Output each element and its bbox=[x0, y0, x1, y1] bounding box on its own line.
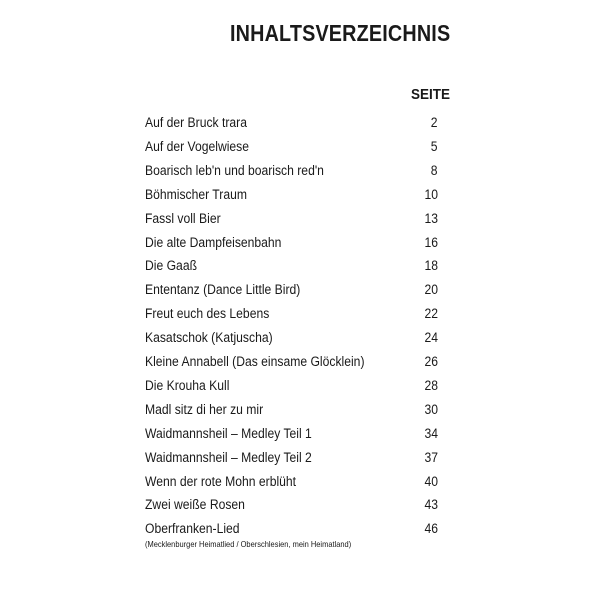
entry-page: 37 bbox=[424, 449, 438, 465]
entry-page: 24 bbox=[424, 330, 438, 346]
toc-entry bbox=[145, 139, 438, 159]
toc-entry bbox=[145, 235, 438, 255]
entry-page: 40 bbox=[424, 473, 438, 489]
entry-title: Freut euch des Lebens bbox=[145, 306, 270, 322]
toc-entry bbox=[145, 258, 438, 278]
toc-entry bbox=[145, 211, 438, 231]
toc-entry bbox=[145, 450, 438, 470]
entry-page: 13 bbox=[424, 210, 438, 226]
toc-entry bbox=[145, 163, 438, 183]
entry-title: Ententanz (Dance Little Bird) bbox=[145, 282, 301, 298]
toc-entry bbox=[145, 426, 438, 446]
entry-title: Die Gaaß bbox=[145, 258, 198, 274]
entry-page: 34 bbox=[424, 425, 438, 441]
toc-entry bbox=[145, 474, 438, 494]
entry-page: 43 bbox=[424, 497, 438, 513]
entry-note: (Mecklenburger Heimatlied / Oberschlesien, mein Heimatland) bbox=[145, 539, 352, 549]
page-column-header: SEITE bbox=[411, 86, 451, 103]
entry-title: Zwei weiße Rosen bbox=[145, 497, 245, 513]
page-title: INHALTSVERZEICHNIS bbox=[230, 20, 451, 46]
entry-title: Oberfranken-Lied bbox=[145, 521, 240, 537]
entry-page: 26 bbox=[424, 354, 438, 369]
entry-page: 20 bbox=[424, 282, 438, 298]
toc-entry bbox=[145, 330, 438, 350]
toc-entry bbox=[145, 354, 438, 374]
entry-title: Kleine Annabell (Das einsame Glöcklein) bbox=[145, 354, 365, 369]
entry-title: Auf der Vogelwiese bbox=[145, 138, 250, 154]
entry-page: 46 bbox=[424, 521, 438, 537]
entry-title: Waidmannsheil – Medley Teil 2 bbox=[145, 449, 312, 465]
entry-title: Wenn der rote Mohn erblüht bbox=[145, 473, 297, 489]
entry-title: Böhmischer Traum bbox=[145, 186, 247, 202]
entry-page: 28 bbox=[424, 377, 438, 393]
toc-entry bbox=[145, 115, 438, 135]
entry-title: Die alte Dampfeisenbahn bbox=[145, 234, 282, 250]
entry-page: 30 bbox=[424, 401, 438, 417]
toc-entry bbox=[145, 402, 438, 422]
toc-entry bbox=[145, 187, 438, 207]
toc-entry bbox=[145, 282, 438, 302]
entry-page: 5 bbox=[431, 138, 438, 154]
entry-title: Die Krouha Kull bbox=[145, 377, 230, 393]
entry-title: Kasatschok (Katjuscha) bbox=[145, 330, 273, 346]
toc-entry bbox=[145, 378, 438, 398]
entry-title: Boarisch leb'n und boarisch red'n bbox=[145, 162, 324, 178]
entry-title: Madl sitz di her zu mir bbox=[145, 401, 264, 417]
entry-page: 18 bbox=[424, 258, 438, 274]
entry-title: Waidmannsheil – Medley Teil 1 bbox=[145, 425, 312, 441]
entry-title: Fassl voll Bier bbox=[145, 210, 221, 226]
entry-page: 16 bbox=[424, 234, 438, 250]
entry-title: Auf der Bruck trara bbox=[145, 115, 247, 130]
entry-page: 10 bbox=[424, 186, 438, 202]
entry-page: 2 bbox=[431, 115, 438, 130]
entry-page: 22 bbox=[424, 306, 438, 322]
toc-entry bbox=[145, 306, 438, 326]
entry-page: 8 bbox=[431, 162, 438, 178]
toc-entry bbox=[145, 497, 438, 517]
